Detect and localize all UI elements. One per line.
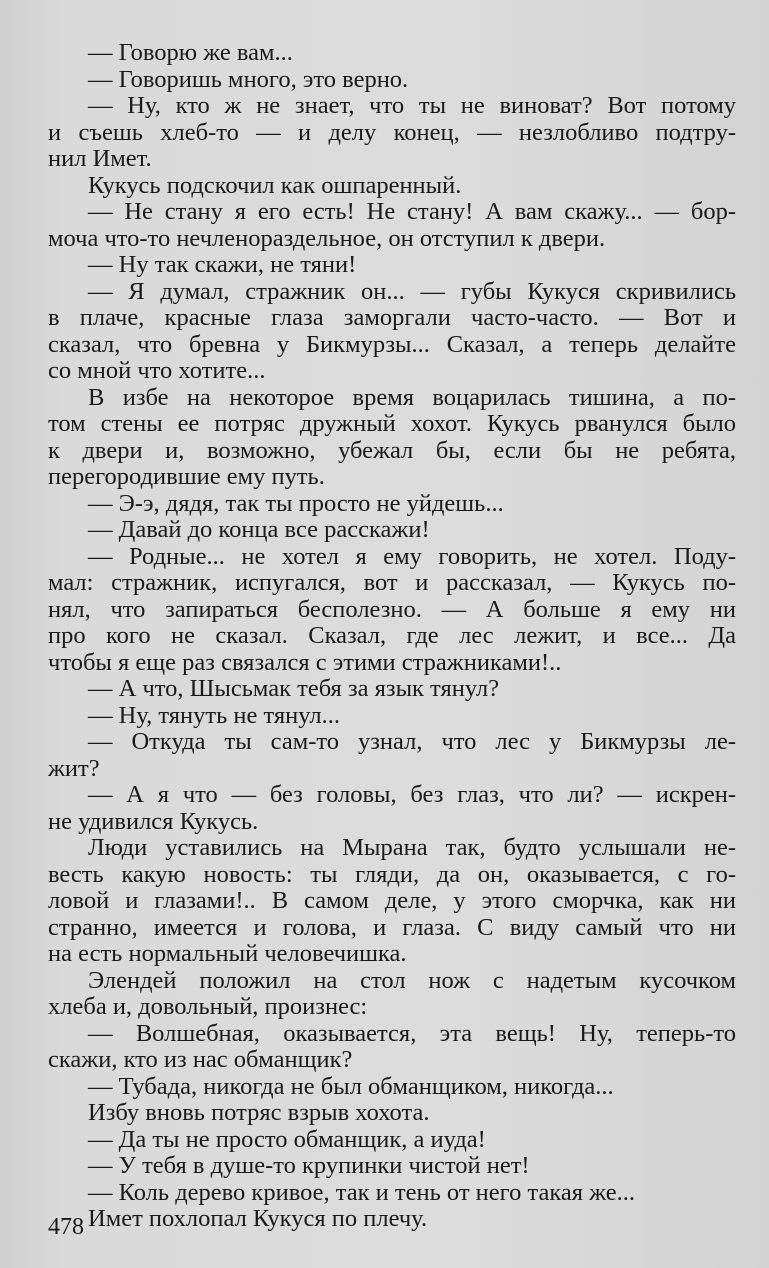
text-line: жит?	[48, 754, 100, 782]
text-line: — У тебя в душе-то крупинки чистой нет!	[88, 1152, 530, 1179]
text-line: В избе на некоторое время воцарилась тишина, а по-	[88, 383, 736, 411]
text-line: — Коль дерево кривое, так и тень от него такая же...	[88, 1178, 636, 1206]
text-line: — Откуда ты сам-то узнал, что лес у Бикмурзы ле-	[88, 728, 736, 755]
text-line: странно, имеется и голова, и глаза. С виду самый что ни	[48, 913, 736, 941]
text-line: нил Имет.	[48, 145, 152, 172]
text-line: — Говорю же вам...	[88, 39, 293, 66]
text-line: — А что, Шысьмак тебя за язык тянул?	[88, 675, 500, 702]
text-line: моча что-то нечленораздельное, он отступил к двери.	[48, 224, 606, 252]
text-line: мал: стражник, испугался, вот и рассказал, — Кукусь по-	[48, 569, 736, 596]
text-line: — Ну, кто ж не знает, что ты не виноват? Вот потому	[88, 92, 736, 119]
text-line: в плаче, красные глаза заморгали часто-часто. — Вот и	[48, 304, 736, 331]
text-line: со мной что хотите...	[48, 357, 266, 384]
text-line: — А я что — без головы, без глаз, что ли? — искрен-	[88, 781, 736, 808]
text-line: — Говоришь много, это верно.	[88, 65, 409, 93]
text-line: — Давай до конца все расскажи!	[88, 516, 430, 543]
text-line: Кукусь подскочил как ошпаренный.	[88, 171, 462, 199]
text-line: — Волшебная, оказывается, эта вещь! Ну, теперь-то	[88, 1019, 736, 1047]
text-line: сказал, что бревна у Бикмурзы... Сказал, а теперь делайте	[48, 330, 736, 358]
page-text	[48, 40, 736, 1233]
text-line: хлеба и, довольный, произнес:	[48, 993, 368, 1020]
text-line: скажи, кто из нас обманщик?	[48, 1046, 353, 1073]
text-line: Люди уставились на Мырана так, будто услышали не-	[88, 834, 736, 861]
text-line: — Ну, тянуть не тянул...	[88, 701, 341, 729]
text-line: Избу вновь потряс взрыв хохота.	[88, 1099, 430, 1126]
text-line: на есть нормальный человечишка.	[48, 940, 407, 967]
text-line: — Родные... не хотел я ему говорить, не хотел. Поду-	[88, 542, 736, 570]
text-line: — Ну так скажи, не тяни!	[88, 251, 357, 278]
text-line: Элендей положил на стол нож с надетым кусочком	[88, 966, 736, 994]
text-line: нял, что запираться бесполезно. — А больше я ему ни	[48, 595, 736, 623]
text-line: — Не стану я его есть! Не стану! А вам скажу... — бор-	[88, 198, 736, 225]
page-number: 478	[48, 1214, 84, 1240]
text-line: про кого не сказал. Сказал, где лес лежит, и все... Да	[48, 622, 736, 649]
text-line: перегородившие ему путь.	[48, 463, 325, 490]
text-line: чтобы я еще раз связался с этими стражниками!..	[48, 648, 562, 676]
text-line: — Я думал, стражник он... — губы Кукуся скривились	[88, 277, 736, 305]
text-line: не удивился Кукусь.	[48, 807, 259, 835]
text-line: том стены ее потряс дружный хохот. Кукусь рванулся было	[48, 410, 736, 437]
text-line: и съешь хлеб-то — и делу конец, — незлобливо подтру-	[48, 118, 736, 146]
text-line: Имет похлопал Кукуся по плечу.	[88, 1205, 428, 1232]
text-line: — Э-э, дядя, так ты просто не уйдешь...	[88, 489, 504, 517]
text-line: весть какую новость: ты гляди, да он, оказывается, с го-	[48, 860, 736, 888]
text-line: — Да ты не просто обманщик, а иуда!	[88, 1125, 486, 1153]
text-line: — Тубада, никогда не был обманщиком, никогда...	[88, 1072, 614, 1100]
text-line: ловой и глазами!.. В самом деле, у этого сморчка, как ни	[48, 887, 736, 914]
text-line: к двери и, возможно, убежал бы, если бы не ребята,	[48, 436, 736, 464]
